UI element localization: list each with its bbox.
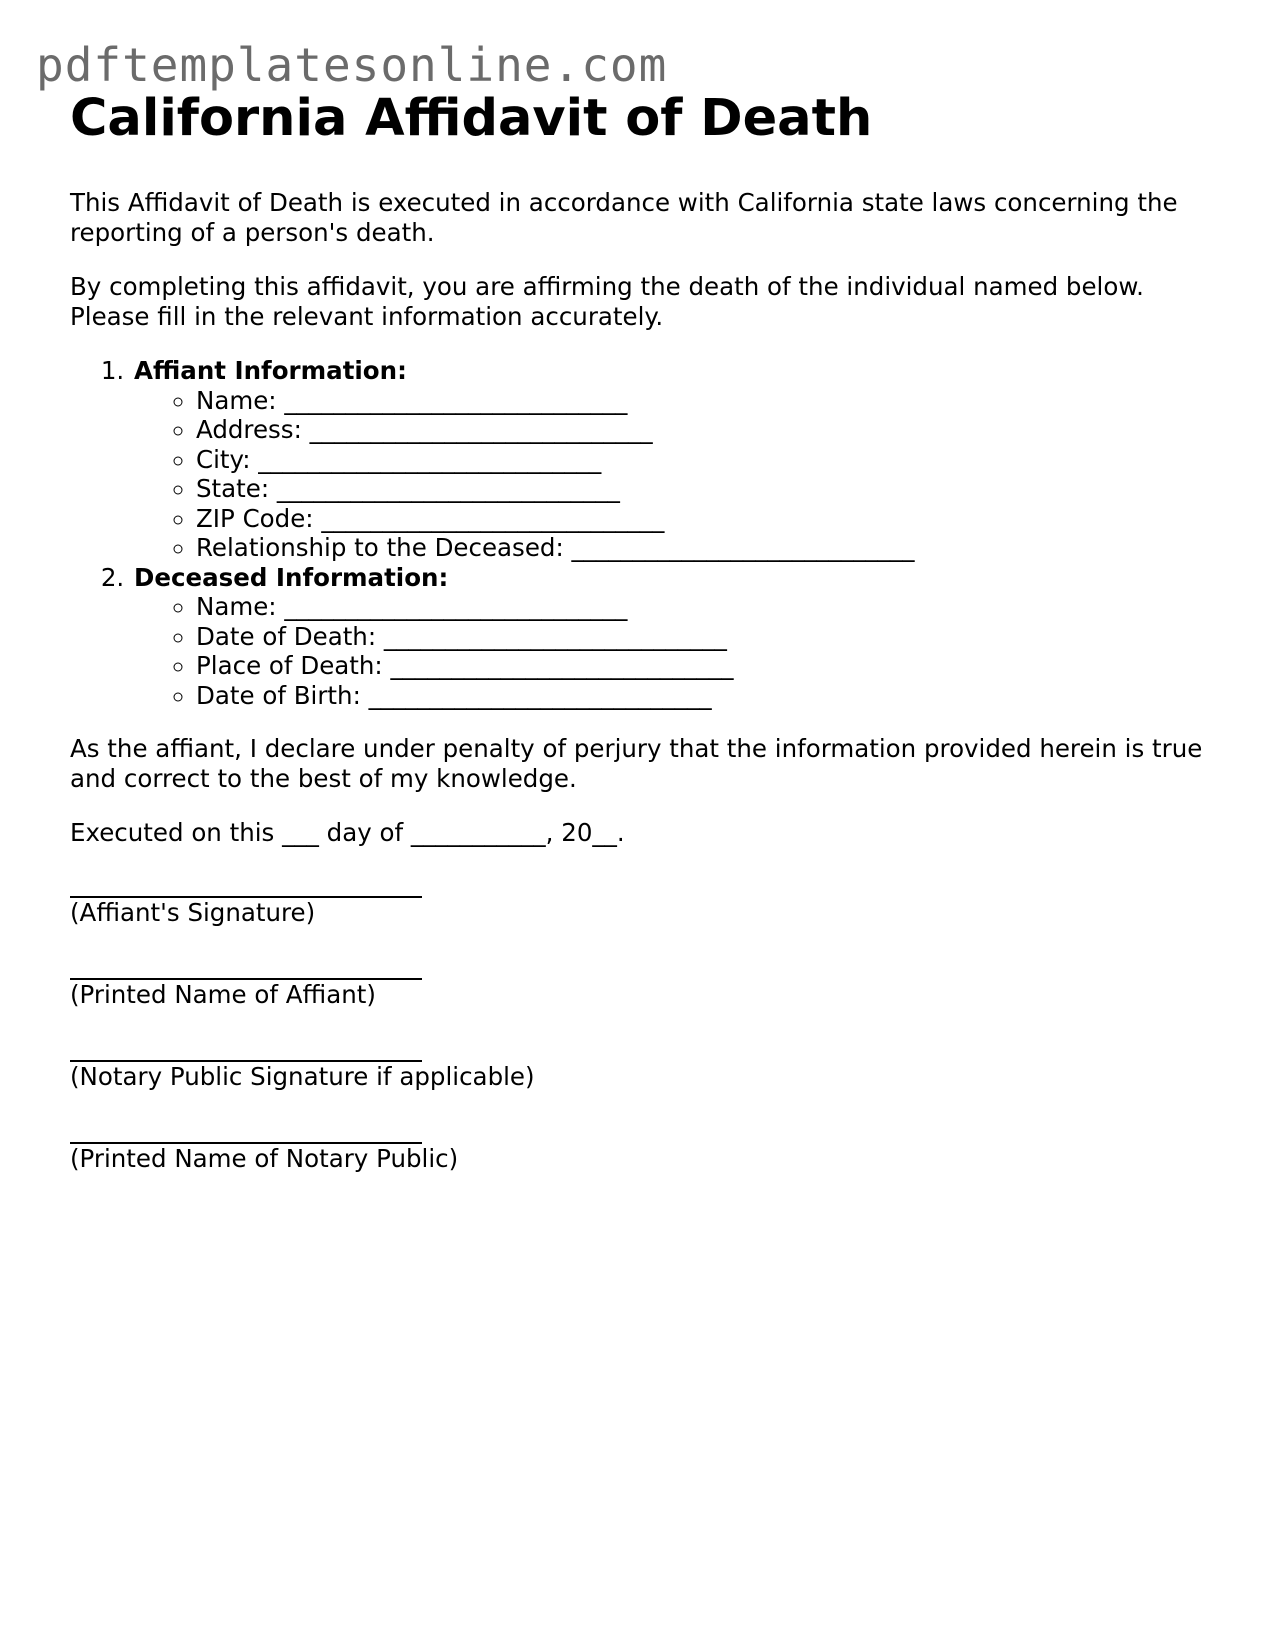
notary-printed-name-line[interactable] (70, 1118, 422, 1144)
affiant-printed-name-label: (Printed Name of Affiant) (70, 980, 376, 1009)
intro-paragraph-2: By completing this affidavit, you are affirming the death of the individual named below. Please fill in the relevant information accurately. (70, 272, 1144, 331)
deceased-fields (134, 592, 1220, 710)
watermark: pdftemplatesonline.com (36, 38, 668, 92)
notary-printed-name-label: (Printed Name of Notary Public) (70, 1144, 459, 1173)
affiant-fields (134, 386, 1220, 563)
notary-signature-label: (Notary Public Signature if applicable) (70, 1062, 535, 1091)
notary-signature-line[interactable] (70, 1036, 422, 1062)
date-of-birth-field[interactable]: ◦ Date of Birth: ____________________________ (196, 681, 1220, 711)
section-title: Affiant Information: (134, 356, 407, 385)
affiant-zip-field[interactable]: ◦ ZIP Code: ____________________________ (196, 504, 1220, 534)
execution-date-line[interactable]: Executed on this ___ day of ___________, 20__. (70, 818, 625, 847)
page-title: California Affidavit of Death (70, 89, 873, 148)
date-of-death-field[interactable]: ◦ Date of Death: ____________________________ (196, 622, 1220, 652)
intro-paragraph-1: This Affidavit of Death is executed in accordance with California state laws concerning the reporting of a person's death. (70, 188, 1178, 247)
information-list (70, 356, 1220, 710)
place-of-death-field[interactable]: ◦ Place of Death: ____________________________ (196, 651, 1220, 681)
affiant-name-field[interactable]: ◦ Name: ____________________________ (196, 386, 1220, 416)
deceased-name-field[interactable]: ◦ Name: ____________________________ (196, 592, 1220, 622)
affiant-printed-name-line[interactable] (70, 954, 422, 980)
deceased-information-section (132, 563, 1220, 711)
affiant-signature-line[interactable] (70, 872, 422, 898)
signature-block (70, 872, 1220, 1174)
section-title: Deceased Information: (134, 562, 449, 592)
document-body (70, 86, 1220, 1174)
declaration-paragraph: As the affiant, I declare under penalty of perjury that the information provided herein is true and correct to the best of my knowledge. (70, 734, 1203, 793)
affiant-state-field[interactable]: ◦ State: ____________________________ (196, 474, 1220, 504)
affiant-signature-label: (Affiant's Signature) (70, 898, 316, 927)
affiant-address-field[interactable]: ◦ Address: ____________________________ (196, 415, 1220, 445)
affiant-information-section (132, 356, 1220, 563)
affiant-city-field[interactable]: ◦ City: ____________________________ (196, 445, 1220, 475)
affiant-relationship-field[interactable]: ◦ Relationship to the Deceased: ____________________________ (196, 533, 1220, 563)
